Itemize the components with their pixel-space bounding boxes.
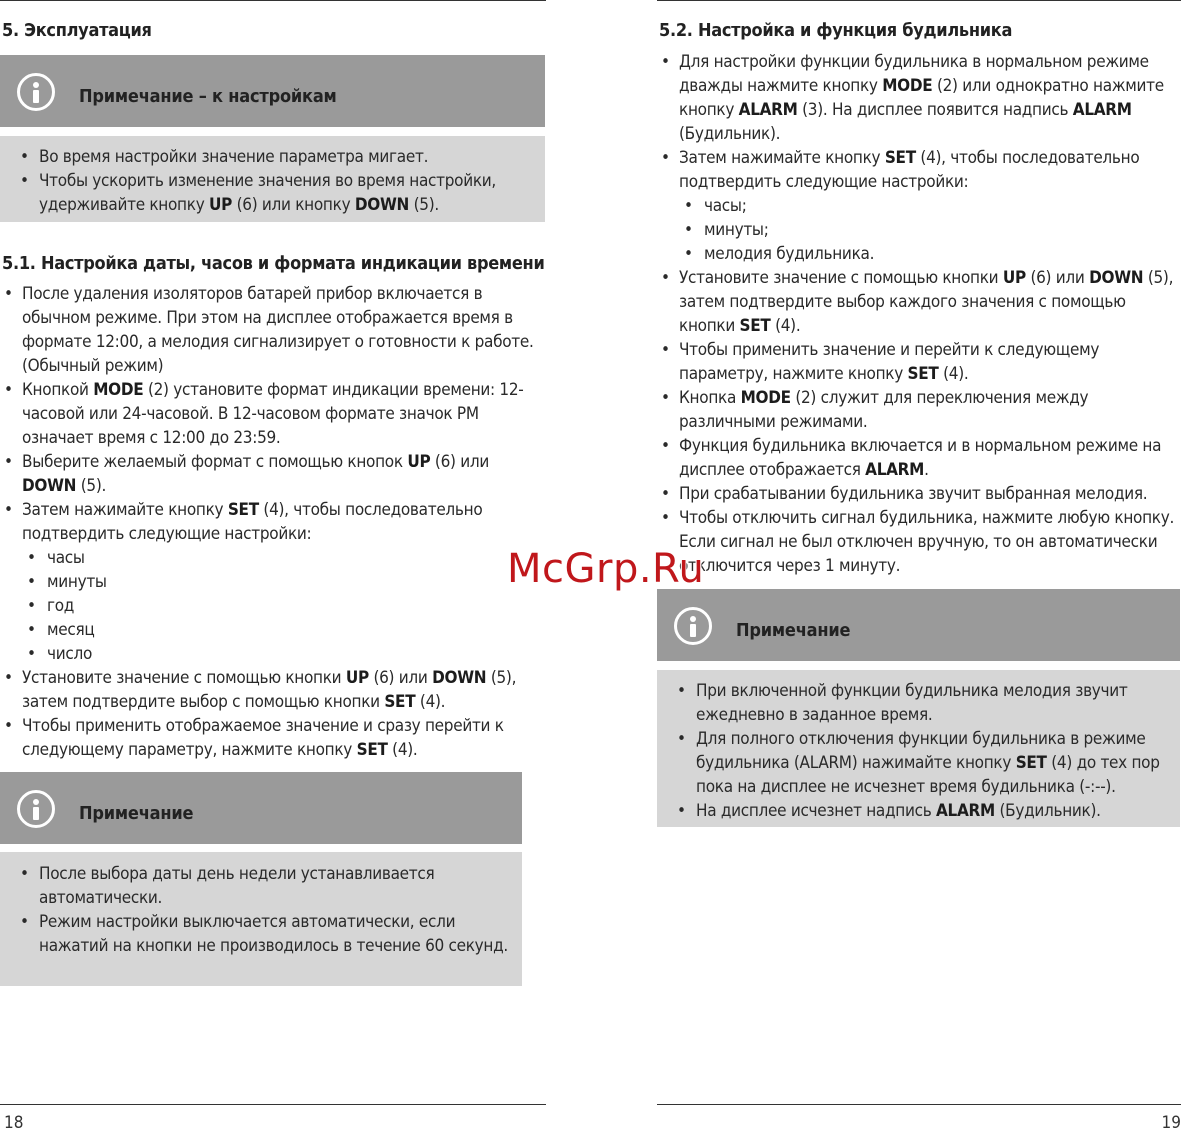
list-item: • Затем нажимайте кнопку SET (4), чтобы последовательно подтвердить следующие настройки: xyxy=(0,498,544,546)
instruction-list-continued xyxy=(0,666,544,762)
instructions xyxy=(0,282,544,762)
note-list xyxy=(657,679,1180,823)
list-item: • год xyxy=(22,594,544,618)
section-title: 5. Эксплуатация xyxy=(2,20,152,41)
list-item: • минуты; xyxy=(679,218,1181,242)
button-name: ALARM xyxy=(936,801,995,821)
page-number: 19 xyxy=(1161,1113,1181,1133)
right-page xyxy=(657,0,1181,1133)
list-item: • мелодия будильника. xyxy=(679,242,1181,266)
instruction-list xyxy=(657,50,1181,194)
list-item: • Установите значение с помощью кнопки UP (6) или DOWN (5), затем подтвердите выбор с помощью кнопки SET (4). xyxy=(0,666,544,714)
info-icon xyxy=(17,73,55,111)
list-item: • число xyxy=(22,642,544,666)
watermark: McGrp.Ru xyxy=(507,546,705,592)
button-name: DOWN xyxy=(432,668,487,688)
button-name: SET xyxy=(907,364,939,384)
list-item: • Установите значение с помощью кнопки UP (6) или DOWN (5), затем подтвердите выбор каждого значения с помощью кнопки SET (4). xyxy=(657,266,1181,338)
button-name: SET xyxy=(356,740,388,760)
note-title: Примечание xyxy=(79,803,194,824)
button-name: UP xyxy=(1002,268,1026,288)
note-body xyxy=(657,670,1180,827)
button-name: SET xyxy=(884,148,916,168)
subsection-title: 5.1. Настройка даты, часов и формата индикации времени xyxy=(2,253,545,274)
subsection-title: 5.2. Настройка и функция будильника xyxy=(659,20,1013,41)
list-item: • Для полного отключения функции будильника в режиме будильника (ALARM) нажимайте кнопку SET (4) до тех пор пока на дисплее не исчезнет время будильника (-:--). xyxy=(657,727,1180,799)
list-item: • месяц xyxy=(22,618,544,642)
list-item: • Затем нажимайте кнопку SET (4), чтобы последовательно подтвердить следующие настройки: xyxy=(657,146,1181,194)
button-name: DOWN xyxy=(22,476,77,496)
list-item: • При срабатывании будильника звучит выбранная мелодия. xyxy=(657,482,1181,506)
list-item: • Чтобы применить значение и перейти к следующему параметру, нажмите кнопку SET (4). xyxy=(657,338,1181,386)
list-item: • При включенной функции будильника мелодия звучит ежедневно в заданное время. xyxy=(657,679,1180,727)
instructions xyxy=(657,50,1181,578)
note-body xyxy=(0,852,522,986)
button-name: SET xyxy=(1015,753,1047,773)
list-item: • После выбора даты день недели устанавливается автоматически. xyxy=(0,862,522,910)
list-item: • Для настройки функции будильника в нормальном режиме дважды нажмите кнопку MODE (2) или однократно нажмите кнопку ALARM (3). На дисплее появится надпись ALARM (Будильник). xyxy=(657,50,1181,146)
button-name: SET xyxy=(384,692,416,712)
list-item: • Во время настройки значение параметра мигает. xyxy=(0,145,545,169)
list-item: • Кнопкой MODE (2) установите формат индикации времени: 12-часовой или 24-часовой. В 12-часовом формате значок PM означает время с 12:00 до 23:59. xyxy=(0,378,544,450)
button-name: SET xyxy=(739,316,771,336)
button-name: MODE xyxy=(740,388,791,408)
button-name: SET xyxy=(227,500,259,520)
list-item: • Режим настройки выключается автоматически, если нажатий на кнопки не производилось в течение 60 секунд. xyxy=(0,910,522,958)
list-item: • часы xyxy=(22,546,544,570)
info-icon xyxy=(17,790,55,828)
list-item: • Функция будильника включается и в нормальном режиме на дисплее отображается ALARM. xyxy=(657,434,1181,482)
button-name: ALARM xyxy=(1072,100,1132,120)
note-settings-header xyxy=(0,55,545,127)
note-list xyxy=(0,862,522,958)
settings-sublist xyxy=(657,194,1181,266)
list-item: • часы; xyxy=(679,194,1181,218)
top-rule xyxy=(657,0,1181,1)
note-title: Примечание – к настройкам xyxy=(79,86,337,107)
list-item: • После удаления изоляторов батарей прибор включается в обычном режиме. При этом на дисплее отображается время в формате 12:00, а мелодия сигнализирует о готовности к работе. (Обычный режим) xyxy=(0,282,544,378)
note-header xyxy=(0,772,522,844)
button-name: UP xyxy=(345,668,369,688)
left-page xyxy=(0,0,546,1133)
top-rule xyxy=(0,0,546,1)
list-item: • минуты xyxy=(22,570,544,594)
list-item: • На дисплее исчезнет надпись ALARM (Будильник). xyxy=(657,799,1180,823)
list-item: • Чтобы применить отображаемое значение и сразу перейти к следующему параметру, нажмите кнопку SET (4). xyxy=(0,714,544,762)
info-icon xyxy=(674,607,712,645)
settings-sublist xyxy=(0,546,544,666)
list-item: • Чтобы ускорить изменение значения во время настройки, удерживайте кнопку UP (6) или кнопку DOWN (5). xyxy=(0,169,545,217)
note-title: Примечание xyxy=(736,620,851,641)
note-settings-body xyxy=(0,136,545,222)
button-name: MODE xyxy=(882,76,933,96)
instruction-list-continued xyxy=(657,266,1181,578)
bottom-rule xyxy=(0,1104,546,1105)
note-list xyxy=(0,145,545,217)
button-name: ALARM xyxy=(738,100,798,120)
list-item: • Кнопка MODE (2) служит для переключения между различными режимами. xyxy=(657,386,1181,434)
note-header xyxy=(657,589,1180,661)
list-item: • Чтобы отключить сигнал будильника, нажмите любую кнопку. Если сигнал не был отключен вручную, то он автоматически отключится через 1 минуту. xyxy=(657,506,1181,578)
button-name: ALARM xyxy=(865,460,925,480)
button-name: UP xyxy=(407,452,431,472)
list-item: • Выберите желаемый формат с помощью кнопок UP (6) или DOWN (5). xyxy=(0,450,544,498)
instruction-list xyxy=(0,282,544,546)
bottom-rule xyxy=(657,1104,1181,1105)
button-name: UP xyxy=(209,195,233,215)
button-name: DOWN xyxy=(1089,268,1144,288)
button-name: DOWN xyxy=(354,195,410,215)
page-number: 18 xyxy=(4,1113,24,1133)
button-name: MODE xyxy=(93,380,144,400)
